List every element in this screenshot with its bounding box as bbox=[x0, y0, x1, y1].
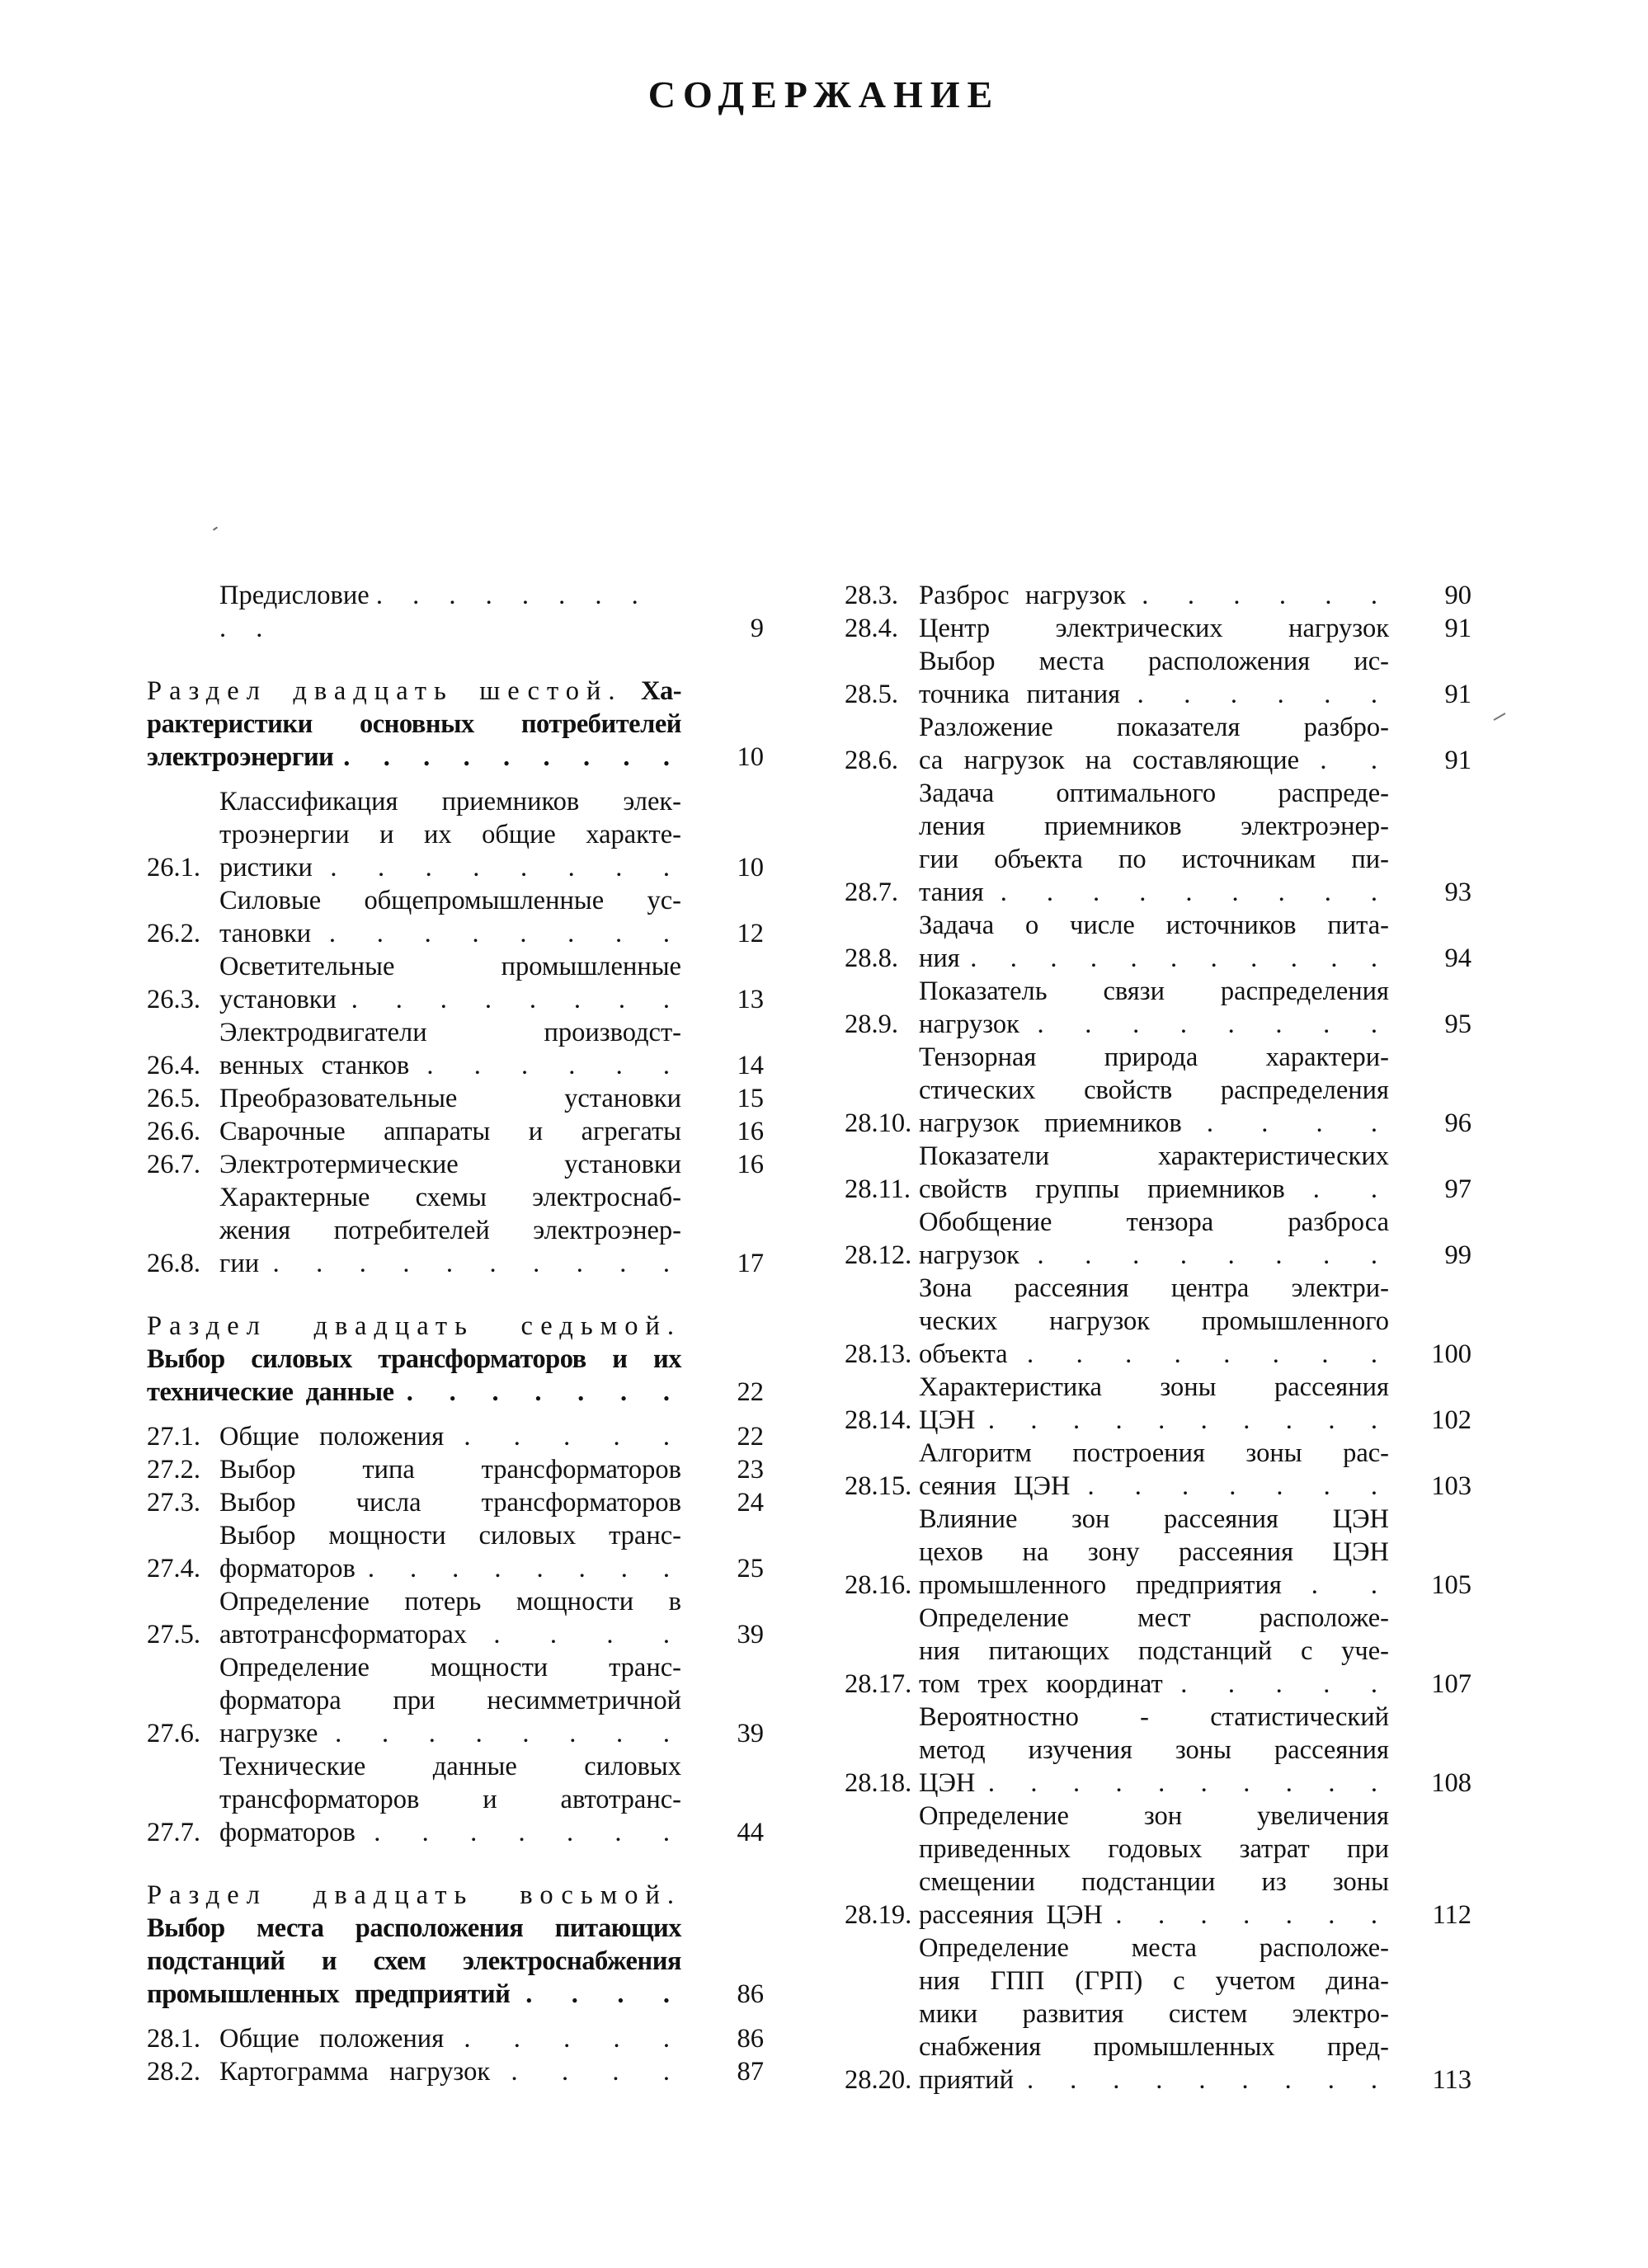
toc-entry-number: 28.13. bbox=[845, 1339, 912, 1369]
toc-entry-text bbox=[919, 909, 1389, 975]
toc-entry bbox=[845, 1041, 1471, 1140]
toc-entry-line: стических свойств распределения bbox=[919, 1075, 1389, 1105]
toc-entry-line: Предисловие . . . . . . . . . . bbox=[219, 581, 650, 643]
toc-entry-text bbox=[919, 612, 1389, 645]
toc-entry-line: нагрузок приемников . . . . bbox=[919, 1108, 1389, 1138]
toc-entry-number: 28.2. bbox=[147, 2057, 200, 2087]
toc-entry-number: 28.3. bbox=[845, 581, 898, 610]
toc-entry-line: Тензорная природа характери- bbox=[919, 1042, 1389, 1072]
toc-entry-text bbox=[219, 1585, 681, 1651]
toc-entry-line: сеяния ЦЭН . . . . . . . bbox=[919, 1471, 1390, 1501]
toc-entry-line: трансформаторов и автотранс- bbox=[219, 1785, 681, 1814]
toc-entry-number: 28.10. bbox=[845, 1108, 912, 1138]
toc-entry-line: Задача о числе источников пита- bbox=[919, 910, 1389, 940]
toc-page-number: 22 bbox=[737, 1377, 764, 1407]
toc-entry-line: рактеристики основных потребителей bbox=[147, 709, 681, 739]
toc-entry-text bbox=[919, 579, 1389, 612]
toc-entry-text bbox=[219, 1082, 681, 1115]
toc-page-number: 107 bbox=[1431, 1669, 1471, 1699]
toc-page-number: 91 bbox=[1444, 680, 1471, 709]
toc-entry-line: Электротермические установки bbox=[219, 1150, 681, 1179]
toc-entry-line: Определение зон увеличения bbox=[919, 1801, 1389, 1831]
toc-entry-text bbox=[219, 950, 681, 1016]
toc-entry-text bbox=[919, 1272, 1389, 1371]
toc-section-entry bbox=[147, 1879, 764, 2011]
toc-entry-number: 26.5. bbox=[147, 1084, 200, 1113]
toc-entry-line: технические данные . . . . . . . bbox=[147, 1377, 681, 1407]
toc-left-column bbox=[147, 579, 764, 2088]
toc-entry-line: автотрансформаторах . . . . bbox=[219, 1620, 681, 1649]
toc-entry-line: установки . . . . . . . . bbox=[219, 985, 681, 1014]
toc-entry-line: Картограмма нагрузок . . . . bbox=[219, 2057, 681, 2087]
toc-entry-line: промышленного предприятия . . bbox=[919, 1570, 1389, 1600]
toc-entry-number: 26.3. bbox=[147, 985, 200, 1014]
toc-entry bbox=[845, 1932, 1471, 2096]
toc-entry bbox=[147, 785, 764, 884]
toc-entry-line: Характерные схемы электроснаб- bbox=[219, 1183, 681, 1212]
toc-entry-line: ления приемников электроэнер- bbox=[919, 812, 1389, 841]
section-heading-line bbox=[147, 675, 681, 708]
toc-entry bbox=[147, 1651, 764, 1750]
toc-entry bbox=[147, 1486, 764, 1519]
toc-page-number: 39 bbox=[737, 1620, 764, 1649]
toc-entry-line: Характеристика зоны рассеяния bbox=[919, 1372, 1389, 1402]
toc-entry-line: ристики . . . . . . . . bbox=[219, 853, 681, 882]
toc-entry-line: том трех координат . . . . . bbox=[919, 1669, 1390, 1699]
toc-page-number: 39 bbox=[737, 1719, 764, 1748]
section-label: Раздел двадцать седьмой. bbox=[147, 1311, 681, 1341]
toc-entry-line: ЦЭН . . . . . . . . . . bbox=[919, 1768, 1390, 1798]
toc-page-number: 23 bbox=[737, 1455, 764, 1485]
toc-page-number: 9 bbox=[750, 614, 764, 643]
toc-entry-line: Общие положения . . . . . bbox=[219, 2024, 681, 2054]
toc-page-number: 90 bbox=[1444, 581, 1471, 610]
section-label: Раздел двадцать восьмой. bbox=[147, 1880, 681, 1910]
page-title: СОДЕРЖАНИЕ bbox=[647, 73, 1001, 115]
toc-page-number: 96 bbox=[1444, 1108, 1471, 1138]
toc-entry bbox=[845, 777, 1471, 909]
toc-entry-line: Обобщение тензора разброса bbox=[919, 1207, 1389, 1237]
toc-entry bbox=[147, 1082, 764, 1115]
toc-entry-line: ЦЭН . . . . . . . . . . bbox=[919, 1405, 1390, 1435]
toc-entry bbox=[147, 1453, 764, 1486]
toc-entry-line: Вероятностно - статистический bbox=[919, 1702, 1389, 1732]
toc-entry-number: 28.1. bbox=[147, 2024, 200, 2054]
toc-page-number: 91 bbox=[1444, 746, 1471, 775]
toc-entry-text bbox=[919, 1503, 1389, 1602]
toc-entry-line bbox=[147, 708, 681, 741]
toc-page-number: 86 bbox=[737, 1979, 764, 2009]
toc-page-number: 100 bbox=[1431, 1339, 1471, 1369]
toc-entry-line: Выбор типа трансформаторов bbox=[219, 1455, 681, 1485]
toc-entry-number: 28.12. bbox=[845, 1240, 912, 1270]
toc-entry-line: Электродвигатели производст- bbox=[219, 1018, 681, 1047]
toc-entry-line: тания . . . . . . . . . bbox=[919, 878, 1390, 907]
toc-entry-text bbox=[219, 785, 681, 884]
toc-page-number: 10 bbox=[737, 742, 764, 772]
toc-page-number: 93 bbox=[1444, 878, 1471, 907]
toc-entry-line: Технические данные силовых bbox=[219, 1752, 681, 1781]
toc-entry-number: 26.8. bbox=[147, 1249, 200, 1278]
toc-entry-number: 28.11. bbox=[845, 1174, 911, 1204]
toc-entry-number: 26.2. bbox=[147, 919, 200, 948]
toc-entry-line: Определение мест расположе- bbox=[919, 1603, 1389, 1633]
toc-entry-number: 28.4. bbox=[845, 614, 898, 643]
toc-entry bbox=[845, 1437, 1471, 1503]
toc-entry-line: нагрузок . . . . . . . . bbox=[919, 1240, 1389, 1270]
toc-entry bbox=[845, 909, 1471, 975]
toc-entry-text bbox=[219, 2022, 681, 2055]
toc-entry-line: ния ГПП (ГРП) с учетом дина- bbox=[919, 1966, 1389, 1996]
toc-page-number: 16 bbox=[737, 1150, 764, 1179]
toc-page-number: 44 bbox=[737, 1818, 764, 1847]
toc-page-number: 24 bbox=[737, 1488, 764, 1517]
toc-entry-text bbox=[919, 1932, 1389, 2096]
toc-page-number: 12 bbox=[737, 919, 764, 948]
toc-entry-number: 27.5. bbox=[147, 1620, 200, 1649]
toc-entry-text bbox=[219, 1420, 681, 1453]
toc-entry-text bbox=[219, 1115, 681, 1148]
toc-entry-number: 28.16. bbox=[845, 1570, 912, 1600]
toc-entry-text bbox=[919, 1701, 1389, 1800]
toc-entry-number: 27.6. bbox=[147, 1719, 200, 1748]
toc-entry bbox=[147, 579, 764, 645]
toc-entry-line: Влияние зон рассеяния ЦЭН bbox=[919, 1504, 1389, 1534]
toc-entry-text bbox=[219, 1750, 681, 1849]
toc-entry bbox=[147, 2055, 764, 2088]
toc-entry-line: ния питающих подстанций с уче- bbox=[919, 1636, 1389, 1666]
toc-page-number: 87 bbox=[737, 2057, 764, 2087]
toc-page-number: 25 bbox=[737, 1554, 764, 1583]
toc-entry bbox=[845, 975, 1471, 1041]
toc-page-number: 17 bbox=[737, 1249, 764, 1278]
toc-page-number: 113 bbox=[1432, 2065, 1471, 2095]
toc-entry bbox=[845, 1206, 1471, 1272]
toc-entry-text bbox=[219, 1453, 681, 1486]
toc-page-number: 105 bbox=[1431, 1570, 1471, 1600]
toc-page-number: 13 bbox=[737, 985, 764, 1014]
toc-entry-text bbox=[147, 1879, 681, 2011]
toc-entry-line: Определение мощности транс- bbox=[219, 1653, 681, 1682]
toc-entry-text bbox=[219, 579, 681, 645]
toc-entry bbox=[147, 950, 764, 1016]
toc-section-entry bbox=[147, 1310, 764, 1409]
toc-entry-line: промышленных предприятий . . . . bbox=[147, 1979, 681, 2009]
toc-entry-number: 26.4. bbox=[147, 1051, 200, 1080]
toc-entry-text bbox=[147, 675, 681, 774]
toc-entry bbox=[147, 1519, 764, 1585]
toc-entry-line: подстанций и схем электроснабжения bbox=[147, 1946, 681, 1976]
toc-page-number: 15 bbox=[737, 1084, 764, 1113]
toc-entry-line: Центр электрических нагрузок bbox=[919, 614, 1389, 643]
toc-entry-text bbox=[219, 1148, 681, 1181]
scan-mark bbox=[1494, 713, 1506, 721]
toc-entry-line: приведенных годовых затрат при bbox=[919, 1834, 1389, 1864]
toc-entry-line: форматоров . . . . . . . bbox=[219, 1818, 681, 1847]
toc-entry-number: 27.7. bbox=[147, 1818, 200, 1847]
scan-speck bbox=[213, 526, 218, 530]
toc-entry-line: смещении подстанции из зоны bbox=[919, 1867, 1389, 1897]
toc-entry-line: Задача оптимального распреде- bbox=[919, 779, 1389, 808]
toc-entry-line: форматоров . . . . . . . . bbox=[219, 1554, 681, 1583]
toc-entry-text bbox=[219, 1181, 681, 1280]
toc-entry-number: 28.6. bbox=[845, 746, 898, 775]
toc-entry-text bbox=[919, 1140, 1389, 1206]
toc-entry bbox=[845, 579, 1471, 612]
toc-entry bbox=[147, 1750, 764, 1849]
toc-entry-text bbox=[919, 1602, 1389, 1701]
toc-entry bbox=[845, 1503, 1471, 1602]
toc-entry-text bbox=[147, 1310, 681, 1409]
section-title-line: Выбор места расположения питающих bbox=[147, 1913, 681, 1943]
toc-entry bbox=[845, 1800, 1471, 1932]
toc-entry-line: Выбор места расположения ис- bbox=[919, 647, 1389, 676]
toc-entry-line: Определение места расположе- bbox=[919, 1933, 1389, 1963]
toc-entry-number: 26.6. bbox=[147, 1117, 200, 1146]
toc-entry-line: Алгоритм построения зоны рас- bbox=[919, 1438, 1389, 1468]
toc-entry-text bbox=[219, 1016, 681, 1082]
toc-entry bbox=[147, 1115, 764, 1148]
toc-page-number: 14 bbox=[737, 1051, 764, 1080]
toc-entry-text bbox=[919, 1437, 1389, 1503]
toc-entry-line: Разложение показателя разбро- bbox=[919, 713, 1389, 742]
toc-page-number: 112 bbox=[1432, 1900, 1471, 1930]
toc-page-number: 16 bbox=[737, 1117, 764, 1146]
toc-entry bbox=[147, 1585, 764, 1651]
toc-entry-line: Выбор мощности силовых транс- bbox=[219, 1521, 681, 1550]
toc-entry-number: 26.7. bbox=[147, 1150, 200, 1179]
toc-entry bbox=[845, 612, 1471, 645]
section-heading-line bbox=[147, 1879, 681, 1945]
toc-entry-line: точника питания . . . . . . bbox=[919, 680, 1389, 709]
toc-entry bbox=[845, 711, 1471, 777]
toc-entry-line: Общие положения . . . . . bbox=[219, 1422, 681, 1452]
toc-entry-line: Силовые общепромышленные ус- bbox=[219, 886, 681, 915]
section-title-line: Ха- bbox=[640, 676, 682, 706]
toc-entry bbox=[845, 1701, 1471, 1800]
toc-entry-line: венных станков . . . . . . bbox=[219, 1051, 682, 1080]
toc-entry-number: 28.14. bbox=[845, 1405, 912, 1435]
toc-entry-line: форматора при несимметричной bbox=[219, 1686, 681, 1715]
toc-entry-number: 28.7. bbox=[845, 878, 898, 907]
toc-entry-line: Показатель связи распределения bbox=[919, 976, 1389, 1006]
toc-right-column bbox=[845, 579, 1471, 2096]
toc-entry-line: Показатели характеристических bbox=[919, 1141, 1389, 1171]
toc-page-number: 86 bbox=[737, 2024, 764, 2054]
toc-entry-number: 28.5. bbox=[845, 680, 898, 709]
toc-entry-number: 28.19. bbox=[845, 1900, 912, 1930]
toc-entry-number: 28.18. bbox=[845, 1768, 912, 1798]
toc-entry-text bbox=[919, 645, 1389, 711]
toc-entry-number: 28.17. bbox=[845, 1669, 912, 1699]
toc-page-number: 103 bbox=[1431, 1471, 1471, 1501]
toc-entry-line: ческих нагрузок промышленного bbox=[919, 1306, 1389, 1336]
toc-entry-text bbox=[919, 777, 1389, 909]
toc-entry-line: гии . . . . . . . . . . bbox=[219, 1249, 681, 1278]
toc-entry-text bbox=[919, 711, 1389, 777]
toc-entry-number: 28.9. bbox=[845, 1009, 898, 1039]
toc-entry-line: мики развития систем электро- bbox=[919, 1999, 1389, 2029]
toc-entry bbox=[845, 1140, 1471, 1206]
toc-page-number: 97 bbox=[1444, 1174, 1471, 1204]
toc-page-number: 91 bbox=[1444, 614, 1471, 643]
toc-entry-text bbox=[919, 1371, 1389, 1437]
toc-entry-line: троэнергии и их общие характе- bbox=[219, 820, 681, 849]
toc-entry-line: Классификация приемников элек- bbox=[219, 787, 681, 816]
toc-entry-line: Выбор числа трансформаторов bbox=[219, 1488, 681, 1517]
toc-entry bbox=[147, 884, 764, 950]
toc-entry-line: нагрузке . . . . . . . . bbox=[219, 1719, 681, 1748]
toc-entry-number: 27.2. bbox=[147, 1455, 200, 1485]
toc-entry-line bbox=[147, 1945, 681, 1978]
section-label: Раздел двадцать шестой. bbox=[147, 676, 623, 706]
toc-entry bbox=[147, 1148, 764, 1181]
toc-entry bbox=[845, 645, 1471, 711]
toc-entry-line: тановки . . . . . . . . bbox=[219, 919, 681, 948]
toc-entry-text bbox=[219, 884, 681, 950]
toc-entry-line: электроэнергии . . . . . . . . . bbox=[147, 742, 681, 772]
toc-entry bbox=[845, 1602, 1471, 1701]
toc-entry-text bbox=[919, 1041, 1389, 1140]
toc-entry-line: гии объекта по источникам пи- bbox=[919, 845, 1389, 874]
toc-entry bbox=[845, 1272, 1471, 1371]
toc-entry-line: жения потребителей электроэнер- bbox=[219, 1216, 681, 1245]
toc-entry-line: объекта . . . . . . . . bbox=[919, 1339, 1390, 1369]
toc-entry-line: Определение потерь мощности в bbox=[219, 1587, 681, 1616]
toc-entry bbox=[147, 1420, 764, 1453]
toc-entry-number: 27.1. bbox=[147, 1422, 200, 1452]
toc-page-number: 95 bbox=[1444, 1009, 1471, 1039]
toc-entry-text bbox=[219, 1486, 681, 1519]
toc-entry-line: Осветительные промышленные bbox=[219, 952, 681, 981]
toc-entry-number: 28.15. bbox=[845, 1471, 912, 1501]
toc-entry-text bbox=[219, 1651, 681, 1750]
toc-entry-number: 27.3. bbox=[147, 1488, 200, 1517]
toc-page-number: 99 bbox=[1444, 1240, 1471, 1270]
toc-entry-line: рассеяния ЦЭН . . . . . . . bbox=[919, 1900, 1389, 1930]
toc-entry-line: приятий . . . . . . . . . bbox=[919, 2065, 1389, 2095]
toc-entry-line: Разброс нагрузок . . . . . . bbox=[919, 581, 1389, 610]
toc-section-entry bbox=[147, 675, 764, 774]
toc-entry-number: 26.1. bbox=[147, 853, 200, 882]
toc-page-number: 108 bbox=[1431, 1768, 1471, 1798]
toc-entry-line: Преобразовательные установки bbox=[219, 1084, 681, 1113]
toc-page-number: 10 bbox=[737, 853, 764, 882]
toc-entry-line: Зона рассеяния центра электри- bbox=[919, 1273, 1389, 1303]
toc-entry-line: са нагрузок на составляющие . . bbox=[919, 746, 1389, 775]
toc-entry bbox=[147, 1181, 764, 1280]
toc-entry-line: метод изучения зоны рассеяния bbox=[919, 1735, 1389, 1765]
toc-entry-number: 28.8. bbox=[845, 943, 898, 973]
toc-page-number: 22 bbox=[737, 1422, 764, 1452]
toc-page-number: 94 bbox=[1444, 943, 1471, 973]
toc-entry-text bbox=[919, 1206, 1389, 1272]
toc-entry-line: цехов на зону рассеяния ЦЭН bbox=[919, 1537, 1389, 1567]
toc-entry-text bbox=[919, 975, 1389, 1041]
toc-entry bbox=[147, 1016, 764, 1082]
toc-entry bbox=[147, 2022, 764, 2055]
toc-entry-number: 27.4. bbox=[147, 1554, 200, 1583]
toc-entry-line: свойств группы приемников . . bbox=[919, 1174, 1390, 1204]
toc-entry-line: снабжения промышленных пред- bbox=[919, 2032, 1389, 2062]
toc-entry-text bbox=[919, 1800, 1389, 1932]
section-title-line: Выбор силовых трансформаторов и их bbox=[147, 1344, 681, 1374]
toc-entry-line: нагрузок . . . . . . . . bbox=[919, 1009, 1389, 1039]
toc-entry-text bbox=[219, 1519, 681, 1585]
toc-entry bbox=[845, 1371, 1471, 1437]
section-heading-line bbox=[147, 1310, 681, 1376]
toc-page-number: 102 bbox=[1431, 1405, 1471, 1435]
toc-entry-line: Сварочные аппараты и агрегаты bbox=[219, 1117, 681, 1146]
toc-entry-number: 28.20. bbox=[845, 2065, 912, 2095]
toc-entry-line: ния . . . . . . . . . . . bbox=[919, 943, 1390, 973]
toc-entry-text bbox=[219, 2055, 681, 2088]
